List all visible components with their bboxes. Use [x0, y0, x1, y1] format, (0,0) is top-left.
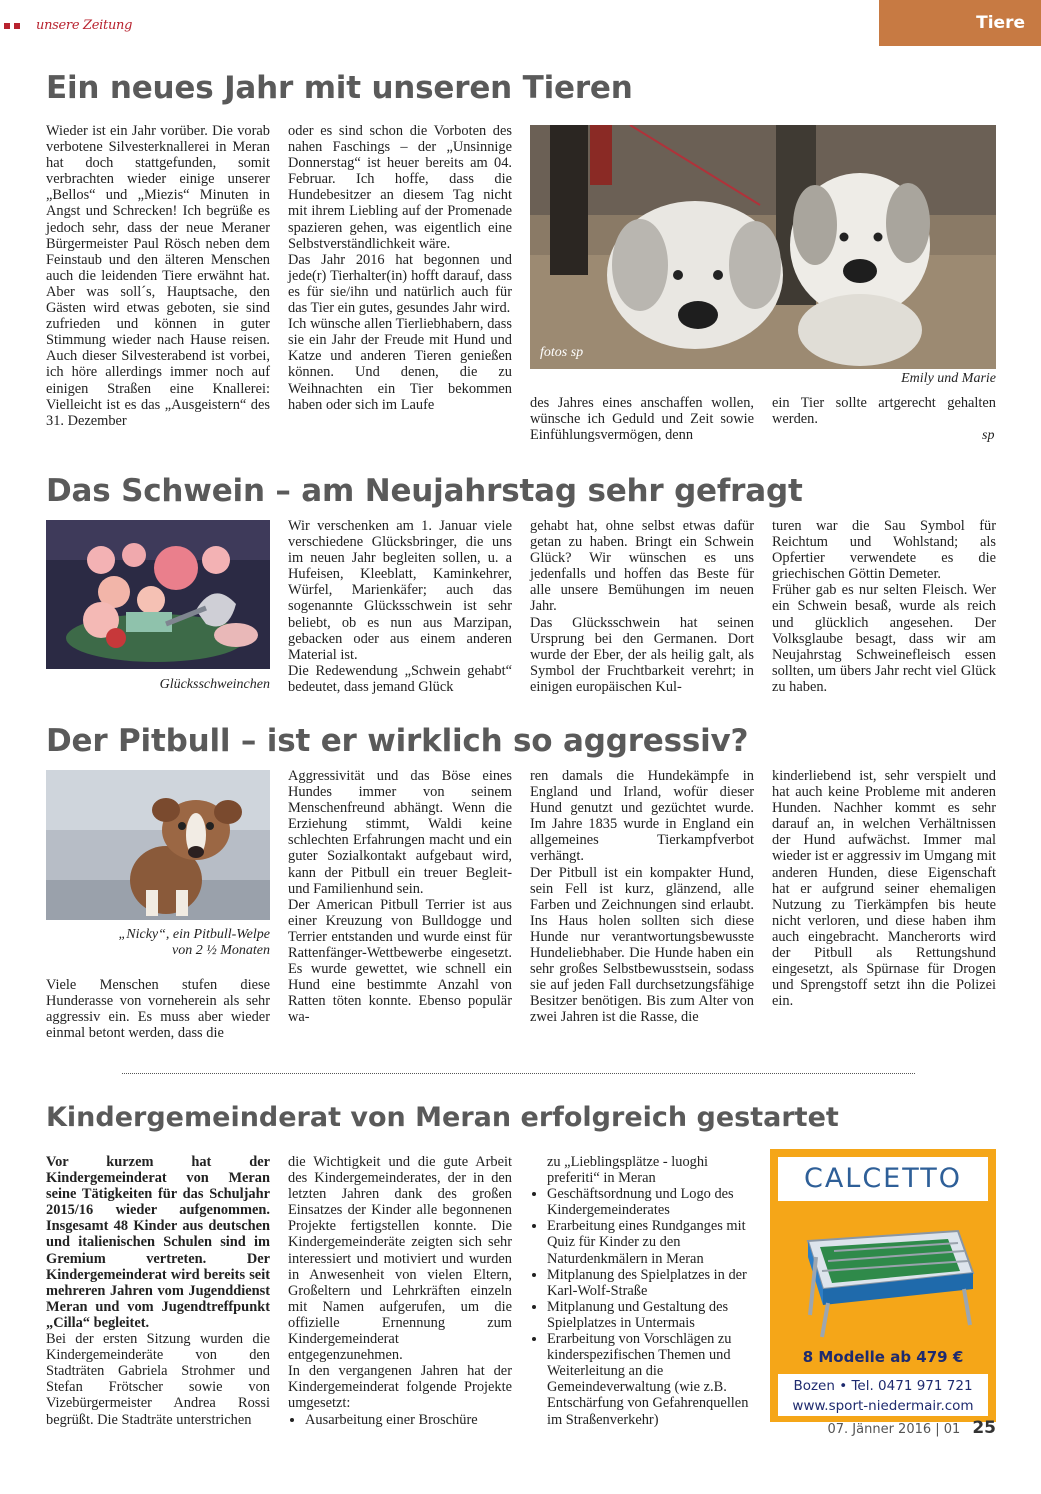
- article1-paragraph: des Jahres eines anschaffen wollen, wünsche ich Geduld und Zeit sowie Einfühlungsvermögen, denn: [530, 395, 754, 444]
- issue-date: 07. Jänner 2016 | 01: [827, 1422, 961, 1437]
- article2-paragraph: Das Glücksschwein hat seinen Ursprung bei den Germanen. Dort wurde der Eber, der als heilig galt, als Symbol der Fruchtbarkeit verehrt; in einigen europäischen Kul-: [530, 614, 754, 695]
- foosball-table-icon: [788, 1211, 978, 1341]
- project-list-item: • Geschäftsordnung und Logo des Kindergemeinderates: [547, 1186, 754, 1218]
- article4-project-list: [288, 1412, 512, 1428]
- publication-logo: unsere Zeitung: [36, 18, 133, 33]
- project-list-item: • Erarbeitung von Vorschlägen zu kinderspezifischen Themen und Weiterleitung an die Gemeindeverwaltung (wie z.B. Entschärfung von Gefahrenquellen im Straßenverkehr): [547, 1331, 754, 1428]
- dogs-photo-caption: Emily und Marie: [901, 371, 996, 386]
- article4-lead: Vor kurzem hat der Kindergemeinderat von Meran seine Tätigkeiten für das Schuljahr 2015/16 wieder aufgenommen. Insgesamt 48 Kinder aus deutschen und italienischen Schulen sind im Gremium vertreten. Der Kindergemeinderat wird bereits seit mehreren Jahren vom Jugenddienst Meran und vom Jugendtreffpunkt „Cilla“ begleitet.: [46, 1154, 270, 1331]
- project-list-item: • Mitplanung des Spielplatzes in der Karl-Wolf-Straße: [547, 1267, 754, 1299]
- dogs-photo-illustration: [530, 125, 996, 369]
- dogs-photo: [530, 125, 996, 369]
- article2-col3: [530, 518, 754, 695]
- ad-offer: 8 Modelle ab 479 €: [802, 1348, 964, 1366]
- pitbull-caption-line: „Nicky“, ein Pitbull-Welpe: [118, 927, 270, 942]
- article3-paragraph: Der Pitbull ist ein kompakter Hund, sein Fell ist kurz, glänzend, alle Farben und Zeichnungen sind erlaubt. Ins Haus holen sollten sich diese Hunde nur verantwortungsbewusste Hundeliebhaber. Die Hunde haben ein sehr großes Selbstbewusstsein, sodass sie auf jeden Fall durchsetzungsfähige Besitzer benötigen. Bis zum Alter von zwei Jahren ist die Rasse, die: [530, 864, 754, 1026]
- article2-col2: [288, 518, 512, 695]
- article1-col2: [288, 123, 512, 413]
- article4-col3: [530, 1154, 754, 1428]
- article3-paragraph: Viele Menschen stufen diese Hunderasse von vorneherein als sehr aggressiv ein. Es muss aber wieder einmal betont werden, dass die: [46, 977, 270, 1042]
- article4-col2: [288, 1154, 512, 1428]
- pitbull-photo-caption: [46, 927, 270, 959]
- pitbull-caption-line: von 2 ½ Monaten: [172, 943, 270, 958]
- article1-col3: [530, 395, 754, 443]
- project-list-item: • Ausarbeitung einer Broschüre: [305, 1412, 512, 1428]
- article3-paragraph: Aggressivität und das Böse eines Hundes immer von seinem Menschenfreund abhängt. Wenn die Erziehung stimmt, Waldi keine schlechten Erfahrungen macht und ein guter Sozialkontakt aufgebaut wird, kann der Pitbull ein treuer Begleit- und Familienhund sein.: [288, 768, 512, 897]
- article1-title: Ein neues Jahr mit unseren Tieren: [46, 70, 633, 106]
- article4-paragraph: die Wichtigkeit und die gute Arbeit des Kindergemeinderates, der in den letzten Jahren dank des großen Einsatzes der Kinder alle begonnenen Projekte fertigstellen konnte. Die Kindergemeinderäte zeigten sich sehr interessiert und motiviert und wurden in Anwesenheit von vielen Eltern, Großeltern und Lehrkräften einzeln mit Namen aufgerufen, um die offizielle Ernennung zum Kindergemeinderat entgegenzunehmen.: [288, 1154, 512, 1364]
- project-list-item-continued: zu „Lieblingsplätze - luoghi preferiti“ in Meran: [547, 1154, 709, 1187]
- ad-contact[interactable]: [778, 1374, 988, 1416]
- masthead-square: [14, 23, 20, 29]
- article3-col3: [530, 768, 754, 1026]
- article1-col1: [46, 123, 270, 429]
- article2-paragraph: gehabt hat, ohne selbst etwas dafür getan zu haben. Bringt ein Schwein Glück? Wir wünschen es uns jedenfalls und hoffen das Beste für alle unsere Bemühungen im neuen Jahr.: [530, 518, 754, 615]
- article2-col4: [772, 518, 996, 695]
- ad-title: CALCETTO: [778, 1157, 988, 1201]
- pigs-photo-caption: Glücksschweinchen: [159, 677, 270, 692]
- article4-paragraph: Bei der ersten Sitzung wurden die Kindergemeinderäte von den Stadträten Gabriela Strohmer und Stefan Frötscher sowie von Vizebürgermeister Andrea Rossi begrüßt. Die Stadträte unterstrichen: [46, 1331, 270, 1428]
- photo-credit: fotos sp: [540, 345, 584, 360]
- article2-paragraph: Wir verschenken am 1. Januar viele verschiedene Glücksbringer, die uns im neuen Jahr begleiten sollen, u. a Hufeisen, Kleeblatt, Kaminkehrer, Würfel, Marienkäfer; auch das sogenannte Glücksschwein ist sehr beliebt, ob es nun aus Marzipan, gebacken oder aus einem anderen Material ist.: [288, 518, 512, 663]
- ad-website-link[interactable]: www.sport-niedermair.com: [792, 1398, 974, 1414]
- article3-col1: [46, 977, 270, 1041]
- article1-paragraph: Ich wünsche allen Tierliebhabern, dass sie ein Jahr der Freude mit Hund und Katze und anderen Tieren genießen können. Und denen, die zu Weihnachten ein Tier bekommen haben oder sich im Laufe: [288, 316, 512, 413]
- article4-paragraph: In den vergangenen Jahren hat der Kindergemeinderat folgende Projekte umgesetzt:: [288, 1363, 512, 1412]
- article1-col4: [772, 395, 996, 427]
- article4-title: Kindergemeinderat von Meran erfolgreich gestartet: [46, 1102, 839, 1133]
- ad-phone: Bozen • Tel. 0471 971 721: [793, 1378, 973, 1394]
- project-list-item: • Mitplanung und Gestaltung des Spielplatzes in Untermais: [547, 1299, 754, 1331]
- article3-paragraph: ren damals die Hundekämpfe in England und Irland, wofür dieser Hund genutzt und gezüchtet wurde. Im Jahre 1835 wurde in England ein allgemeines Tierkampfverbot verhängt.: [530, 768, 754, 865]
- page-number: 25: [972, 1418, 996, 1438]
- article2-paragraph: Früher gab es nur selten Fleisch. Wer ein Schwein besaß, wurde als reich und glücklich angesehen. Der Volksglaube besagt, dass wir am Neujahrstag Schweinefleisch essen sollten, um übers Jahr recht viel Glück zu haben.: [772, 582, 996, 695]
- article3-col2: [288, 768, 512, 1026]
- lucky-pigs-photo: [46, 520, 270, 669]
- article2-title: Das Schwein – am Neujahrstag sehr gefragt: [46, 473, 803, 509]
- article4-col1: [46, 1154, 270, 1428]
- article1-paragraph: oder es sind schon die Vorboten des nahen Faschings – der „Unsinnige Donnerstag“ ist heuer bereits am 04. Februar. Ich hoffe, dass die Hundebesitzer an diesem Tag nicht mit ihrem Liebling auf der Promenade spazieren gehen, was eigentlich eine Selbstverständlichkeit wäre.: [288, 123, 512, 252]
- article3-col4: [772, 768, 996, 1009]
- article1-signature: sp: [982, 428, 995, 443]
- pitbull-photo: [46, 770, 270, 920]
- article1-paragraph: Das Jahr 2016 hat begonnen und jede(r) Tierhalter(in) hofft darauf, dass es für sie/ihn und natürlich auch für das Tier ein gutes, gesundes Jahr wird.: [288, 251, 512, 317]
- article4-project-list: [530, 1186, 754, 1427]
- article2-paragraph: Die Redewendung „Schwein gehabt“ bedeutet, dass jemand Glück: [288, 662, 512, 695]
- lucky-pigs-illustration: [46, 520, 270, 669]
- article3-paragraph: kinderliebend ist, sehr verspielt und hat auch keine Probleme mit anderen Hunden. Nachher kommt es sehr darauf an, in welchen Verhältnissen der Hund aufwächst. Immer mal wieder ist er aggressiv im Umgang mit anderen Hunden, diese Eigenschaft hat er aufgrund seiner ehemaligen Nutzung zu Tierkämpfen bis heute nicht verloren, und diese haben ihm auch eingebracht. Mancherorts wird der Pitbull als Rettungshund eingesetzt, als Spürnase für Drogen und Sprengstoff setzt ihn die Polizei ein.: [772, 768, 996, 1010]
- article2-paragraph: turen war die Sau Symbol für Reichtum und Wohlstand; als Opfertier verwendete es die griechischen Göttin Demeter.: [772, 518, 996, 583]
- article1-paragraph: ein Tier sollte artgerecht gehalten werden.: [772, 395, 996, 428]
- article3-title: Der Pitbull – ist er wirklich so aggressiv?: [46, 723, 749, 759]
- section-divider: [122, 1073, 915, 1074]
- page-footer: [827, 1418, 996, 1438]
- section-tab: Tiere: [879, 0, 1041, 46]
- calcetto-advertisement[interactable]: [770, 1149, 996, 1422]
- article3-paragraph: Der American Pitbull Terrier ist aus einer Kreuzung von Bulldogge und Terrier entstanden und wurde einst für Rattenfänger-Wettbewerbe eingesetzt. Es wurde gewettet, wie schnell ein Hund eine bestimmte Anzahl von Ratten töten konnte. Ebenso populär wa-: [288, 896, 512, 1026]
- pitbull-illustration: [46, 770, 270, 920]
- masthead: [0, 18, 132, 33]
- masthead-square: [4, 23, 10, 29]
- project-list-item: • Erarbeitung eines Rundganges mit Quiz für Kinder zu den Naturdenkmälern in Meran: [547, 1218, 754, 1266]
- article1-col1-text: Wieder ist ein Jahr vorüber. Die vorab verbotene Silvesterknallerei in Meran hat doch stattgefunden, somit verbrachten wieder einige unserer „Bellos“ und „Miezis“ Minuten in Angst und Schrecken! Ich begrüße es jedoch sehr, dass der neue Meraner Bürgermeister Paul Rösch neben dem Feinstaub und den älteren Menschen auch die leidenden Tiere erwähnt hat. Aber was soll´s, Hauptsache, den Gästen wird etwas geboten, sie sind zufrieden und können in guter Stimmung wieder nach Hause reisen. Auch dieser Silvesterabend ist vorbei, ich höre allerdings immer noch auf einigen Straßen eine Knallerei: Vielleicht ist es das „Ausgeistern“ des 31. Dezember: [46, 123, 270, 429]
